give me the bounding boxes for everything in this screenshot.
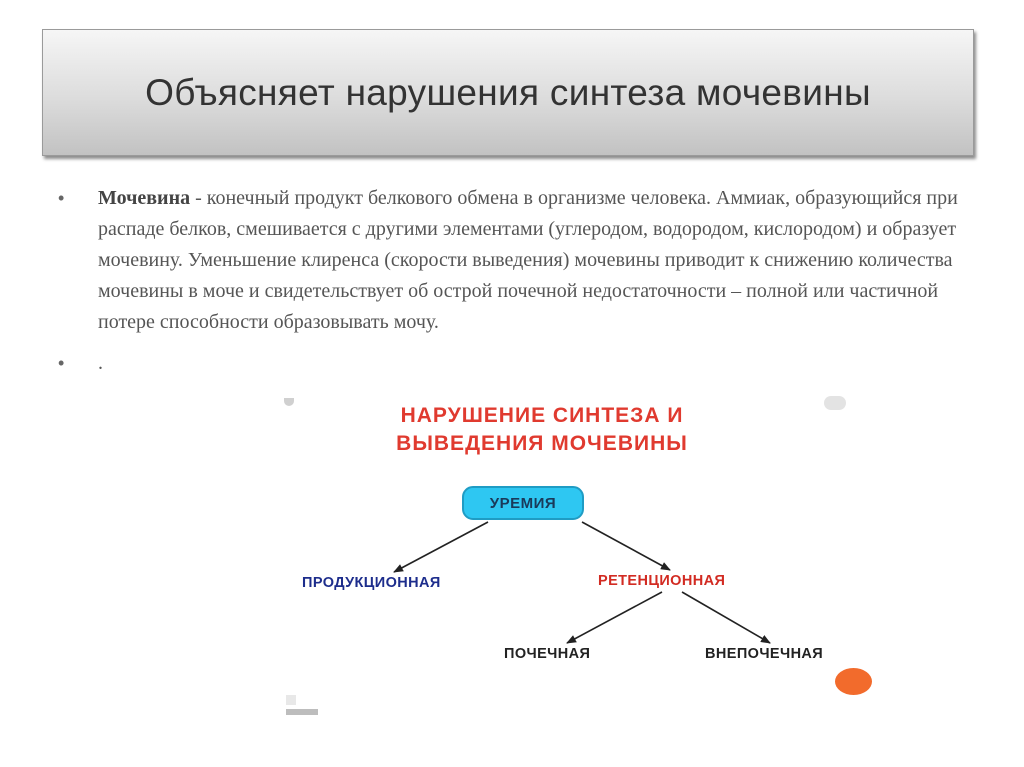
slide-title-box [42,29,974,156]
node-extrarenal: ВНЕПОЧЕЧНАЯ [705,646,824,662]
uremia-diagram [282,392,882,722]
node-productive: ПРОДУКЦИОННАЯ [302,575,441,591]
urea-description: - конечный продукт белкового обмена в организме человека. Аммиак, образующийся при распаде белков, смешивается с другими элементами (углеродом, водородом, кислородом) и образует мочевину. Уменьшение клиренса (скорости выведения) мочевины приводит к снижению количества мочевины в моче и свидетельствует об острой почечной недостаточности – полной или частичной потере способности образовывать мочу. [98,187,958,333]
diagram-title [352,402,732,458]
node-renal: ПОЧЕЧНАЯ [504,646,591,662]
bullet-item-empty [56,348,976,379]
bullet-item-urea [56,183,976,338]
bullet-dot-icon: • [58,353,65,373]
image-artifact [824,396,846,410]
bullet-list [56,183,976,379]
arrow-to-productive [394,522,488,572]
arrow-to-renal [567,592,662,643]
term-urea: Мочевина [98,187,191,209]
node-uremia: УРЕМИЯ [462,486,584,520]
image-artifact [286,695,296,705]
bullet-item-text: . [98,352,103,374]
diagram-title-line2: ВЫВЕДЕНИЯ МОЧЕВИНЫ [396,432,688,455]
arrow-to-extrarenal [682,592,770,643]
node-retention: РЕТЕНЦИОННАЯ [598,573,726,589]
orange-circle-icon [835,668,872,695]
arrow-to-retention [582,522,670,570]
slide-title: Объясняет нарушения синтеза мочевины [145,71,871,113]
bullet-dot-icon: • [58,188,65,208]
diagram-title-line1: НАРУШЕНИЕ СИНТЕЗА И [400,404,684,427]
image-artifact [286,709,318,715]
